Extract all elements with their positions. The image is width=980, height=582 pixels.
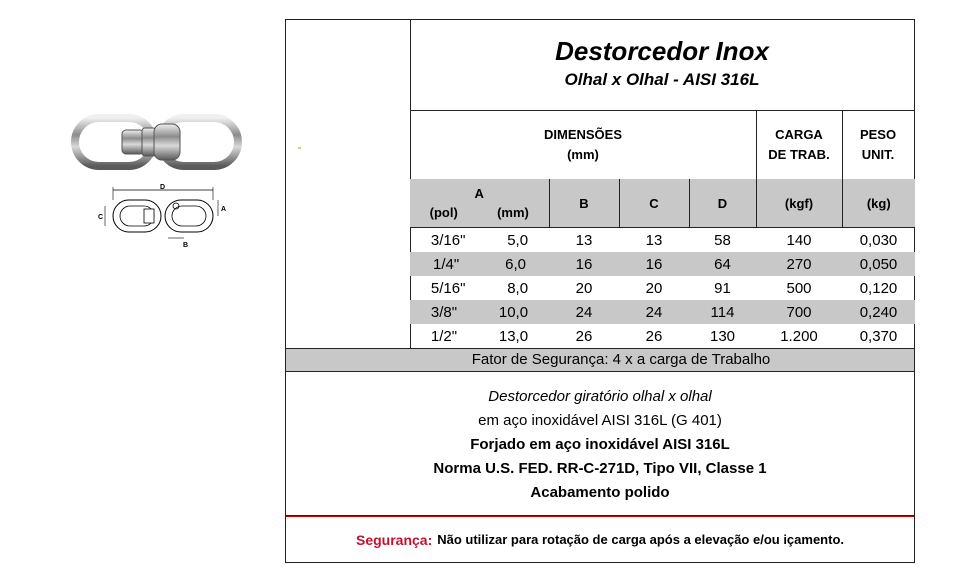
cell-b: 26 (575, 327, 593, 345)
cell-a-mm: 8,0 (507, 279, 529, 297)
unit-b: B (549, 179, 619, 228)
unit-kgf: (kgf) (756, 179, 842, 228)
decorative-mark (298, 147, 301, 149)
cell-d: 91 (714, 279, 731, 297)
cell-a (410, 228, 549, 252)
unit-a-mm: (mm) (497, 205, 529, 220)
description-line1: Destorcedor giratório olhal x olhal (488, 388, 712, 405)
cell-a-pol: 5/16" (430, 279, 466, 297)
dimension-a-label: A (221, 206, 227, 213)
units-row (410, 179, 915, 228)
safety-factor-text: Fator de Segurança: 4 x a carga de Trabalho (471, 351, 771, 368)
header-carga (756, 110, 843, 179)
header-carga-line1: CARGA (775, 126, 823, 142)
cell-peso: 0,120 (859, 279, 898, 297)
cell-carga: 500 (786, 279, 812, 297)
unit-c: C (619, 179, 689, 228)
header-peso (842, 110, 914, 179)
title-box (410, 20, 914, 111)
safety-warning (286, 516, 914, 562)
cell-b: 16 (549, 252, 619, 276)
dimensions-table (410, 179, 915, 348)
cell-d: 58 (714, 231, 731, 249)
cell-c: 13 (645, 231, 663, 249)
spec-sheet (285, 19, 915, 563)
cell-c: 20 (645, 279, 663, 297)
cell-a-mm: 10,0 (498, 303, 529, 321)
description-line3: Forjado em aço inoxidável AISI 316L (470, 436, 730, 453)
safety-label: Segurança: (355, 531, 433, 548)
dimension-d-label: D (160, 184, 166, 191)
cell-carga: 140 (786, 231, 812, 249)
safety-factor (286, 348, 914, 372)
cell-d: 130 (709, 327, 736, 345)
cell-a (410, 276, 549, 300)
cell-b: 24 (549, 300, 619, 324)
header-dimensions (410, 110, 757, 179)
table-row (410, 252, 915, 276)
product-title: Destorcedor Inox (555, 36, 769, 66)
header-peso-line2: UNIT. (861, 146, 895, 162)
cell-b: 13 (575, 231, 593, 249)
cell-d: 64 (689, 252, 756, 276)
header-peso-line1: PESO (859, 126, 897, 142)
cell-a-pol: 1/4" (432, 255, 460, 273)
cell-c: 24 (619, 300, 689, 324)
cell-a (410, 300, 549, 324)
swivel-photo-icon (60, 110, 250, 250)
description-line2: em aço inoxidável AISI 316L (G 401) (478, 412, 722, 429)
unit-a-pol: (pol) (429, 205, 458, 220)
description-line4: Norma U.S. FED. RR-C-271D, Tipo VII, Classe 1 (433, 460, 767, 477)
safety-text: Não utilizar para rotação de carga após a elevação e/ou içamento. (437, 532, 844, 547)
header-dimensions-unit: (mm) (567, 146, 599, 162)
cell-a-pol: 3/8" (430, 303, 458, 321)
cell-a-mm: 5,0 (507, 231, 529, 249)
cell-a (410, 324, 549, 348)
description (286, 372, 914, 516)
dimension-b-label: B (183, 242, 189, 249)
cell-carga: 1.200 (780, 327, 818, 345)
table-row (410, 276, 915, 300)
table-row (410, 300, 915, 324)
product-subtitle: Olhal x Olhal - AISI 316L (564, 70, 760, 89)
description-line5: Acabamento polido (530, 484, 670, 501)
unit-a-label: A (474, 186, 484, 201)
header-row (410, 110, 914, 180)
cell-carga: 270 (756, 252, 842, 276)
dimension-c-label: C (98, 214, 104, 221)
table-row (410, 324, 915, 348)
product-illustration (60, 110, 250, 250)
cell-peso: 0,240 (842, 300, 915, 324)
cell-peso: 0,050 (842, 252, 915, 276)
unit-d: D (689, 179, 756, 228)
blank-cell (286, 20, 411, 348)
cell-c: 26 (645, 327, 663, 345)
cell-peso: 0,370 (859, 327, 898, 345)
cell-a-pol: 1/2" (430, 327, 458, 345)
cell-peso: 0,030 (859, 231, 898, 249)
cell-d: 114 (689, 300, 756, 324)
cell-a (410, 252, 549, 276)
unit-kg: (kg) (842, 179, 915, 228)
cell-c: 16 (619, 252, 689, 276)
cell-carga: 700 (756, 300, 842, 324)
header-carga-line2: DE TRAB. (768, 146, 830, 162)
header-dimensions-label: DIMENSÕES (543, 126, 622, 142)
table-row (410, 228, 915, 253)
cell-a-pol: 3/16" (430, 231, 466, 249)
unit-a (410, 179, 549, 228)
cell-b: 20 (575, 279, 593, 297)
cell-a-mm: 13,0 (498, 327, 529, 345)
cell-a-mm: 6,0 (505, 255, 526, 273)
